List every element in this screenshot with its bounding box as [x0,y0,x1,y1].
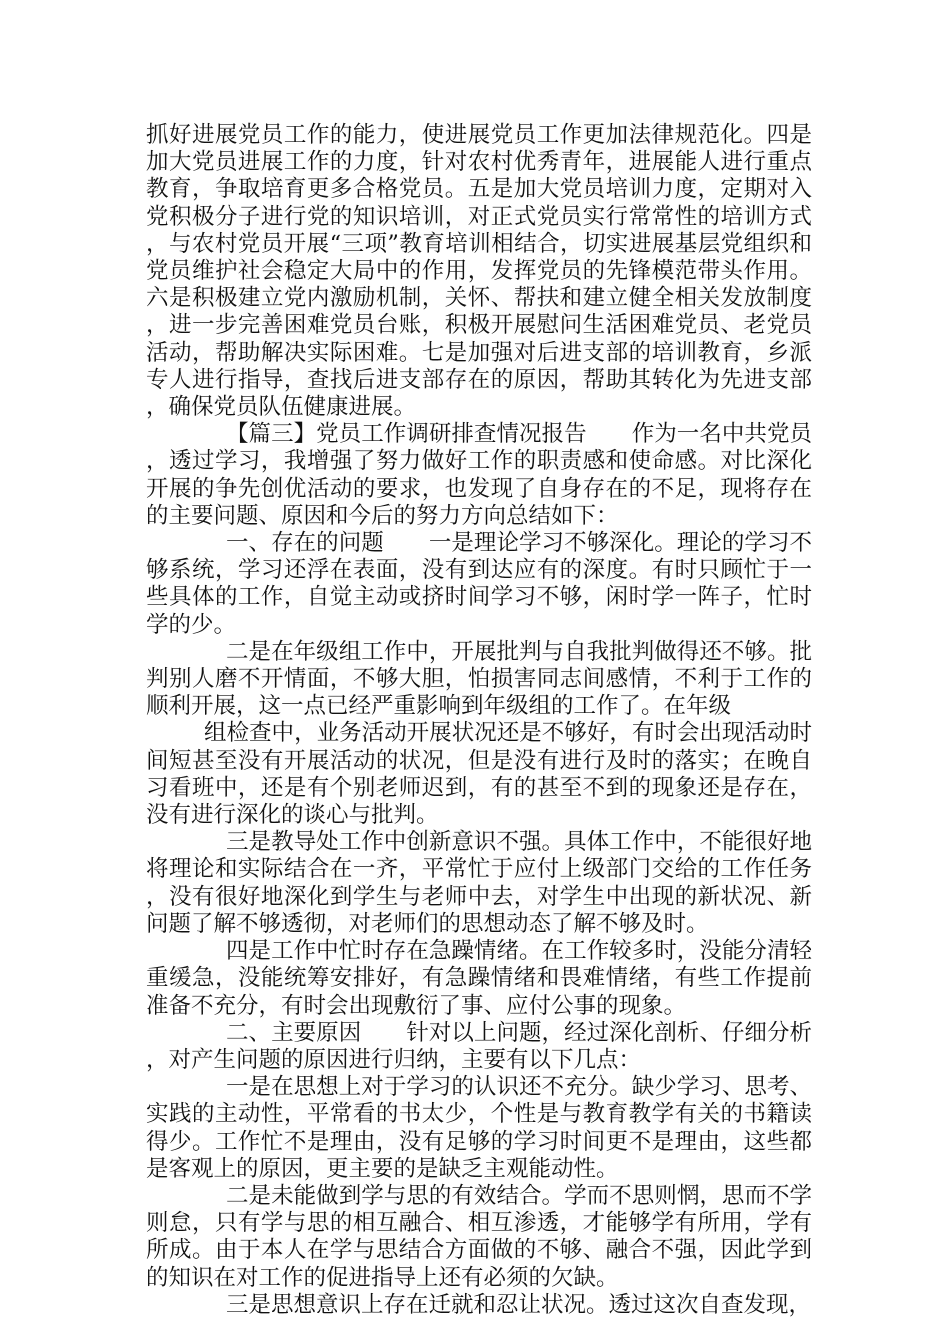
paragraph-criticism: 二是在年级组工作中，开展批判与自我批判做得还不够。批判别人磨不开情面，不够大胆，怕损害同志间感情，不利于工作的顺利开展，这一点已经严重影响到年级组的工作了。在年级 [146,638,812,720]
paragraph-continued: 抓好进展党员工作的能力，使进展党员工作更加法律规范化。四是加大党员进展工作的力度，针对农村优秀青年，进展能人进行重点教育，争取培育更多合格党员。五是加大党员培训力度，定期对入党积极分子进行党的知识培训，对正式党员实行常常性的培训方式，与农村党员开展“三项”教育培训相结合，切实进展基层党组织和党员维护社会稳定大局中的作用，发挥党员的先锋模范带头作用。六是积极建立党内激励机制，关怀、帮扶和建立健全相关发放制度，进一步完善困难党员台账，积极开展慰问生活困难党员、老党员活动，帮助解决实际困难。七是加强对后进支部的培训教育，乡派专人进行指导，查找后进支部存在的原因，帮助其转化为先进支部，确保党员队伍健康进展。 [146,122,812,421]
paragraph-main-causes: 二、主要原因 针对以上问题，经过深化剖析、仔细分析，对产生问题的原因进行归纳，主要有以下几点： [146,1019,812,1073]
paragraph-cause-three: 三是思想意识上存在迁就和忍让状况。透过这次自查发现， [226,1291,812,1318]
paragraph-impatience: 四是工作中忙时存在急躁情绪。在工作较多时，没能分清轻重缓急，没能统筹安排好，有急躁情绪和畏难情绪，有些工作提前准备不充分，有时会出现敷衍了事、应付公事的现象。 [146,938,812,1019]
paragraph-cause-two: 二是未能做到学与思的有效结合。学而不思则惘，思而不学则怠，只有学与思的相互融合、相互渗透，才能够学有所用，学有所成。由于本人在学与思结合方面做的不够、融合不强，因此学到的知识在对工作的促进指导上还有必须的欠缺。 [146,1182,812,1291]
paragraph-cause-one: 一是在思想上对于学习的认识还不充分。缺少学习、思考、实践的主动性，平常看的书太少，个性是与教育教学有关的书籍读得少。工作忙不是理由，没有足够的学习时间更不是理由，这些都是客观上的原因，更主要的是缺乏主观能动性。 [146,1074,812,1182]
paragraph-innovation: 三是教导处工作中创新意识不强。具体工作中，不能很好地将理论和实际结合在一齐，平常忙于应付上级部门交给的工作任务，没有很好地深化到学生与老师中去，对学生中出现的新状况、新问题了解不够透彻，对老师们的思想动态了解不够及时。 [146,829,812,937]
document-page [146,122,812,1319]
paragraph-inspection: 组检查中，业务活动开展状况还是不够好，有时会出现活动时间短甚至没有开展活动的状况，但是没有进行及时的落实；在晚自习看班中，还是有个别老师迟到，有的甚至不到的现象还是存在，没有进行深化的谈心与批判。 [146,720,812,829]
paragraph-existing-problems: 一、存在的问题 一是理论学习不够深化。理论的学习不够系统，学习还浮在表面，没有到达应有的深度。有时只顾忙于一些具体的工作，自觉主动或挤时间学习不够，闲时学一阵子，忙时学的少。 [146,530,812,638]
paragraph-section-three-intro: 【篇三】党员工作调研排查情况报告 作为一名中共党员，透过学习，我增强了努力做好工作的职责感和使命感。对比深化开展的争先创优活动的要求，也发现了自身存在的不足，现将存在的主要问题、原因和今后的努力方向总结如下： [146,421,812,529]
